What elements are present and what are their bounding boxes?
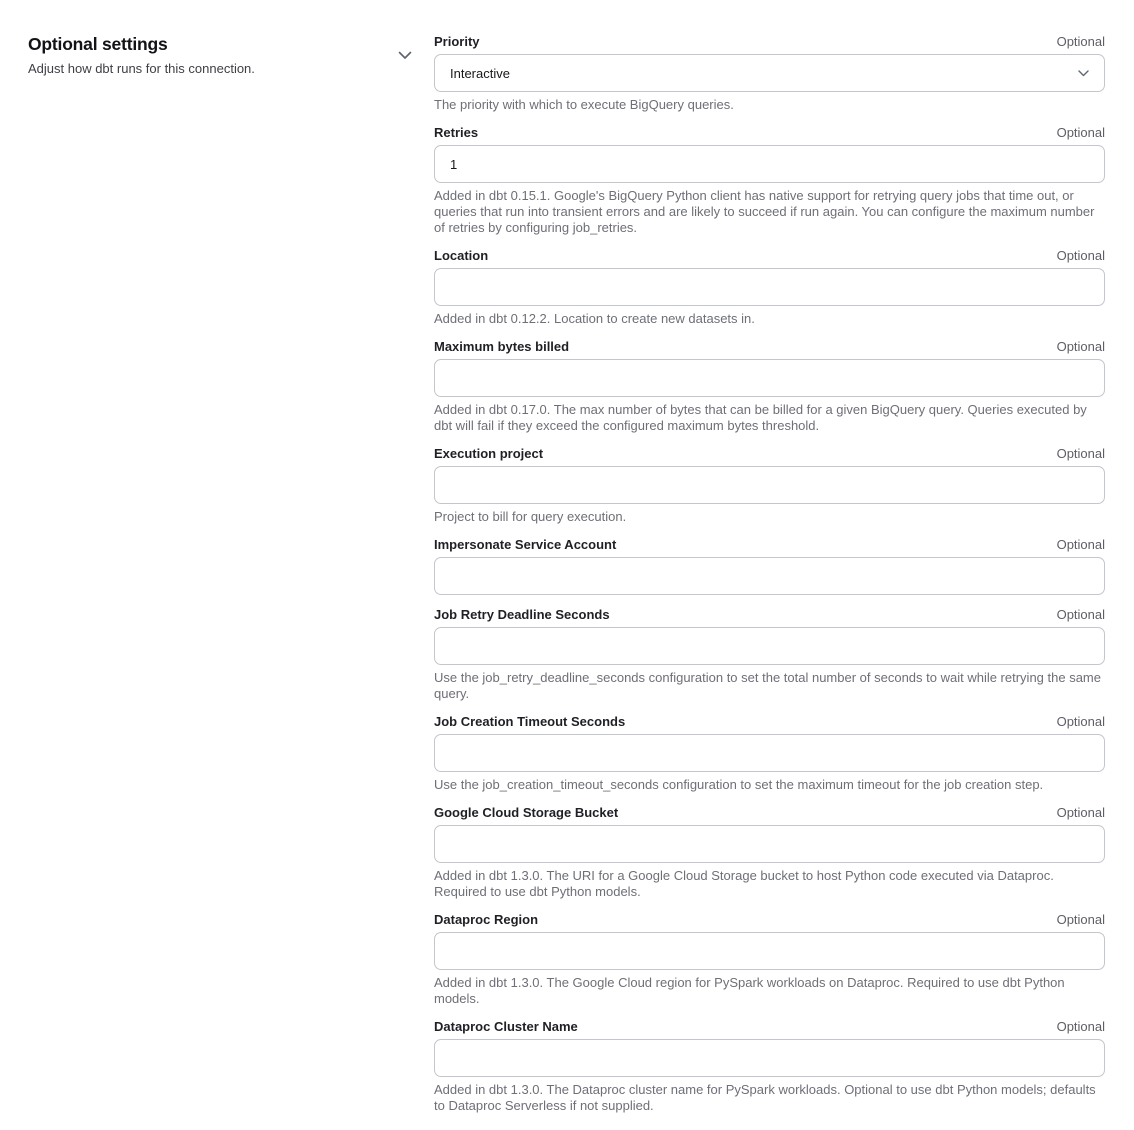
field-help-google-cloud-storage-bucket: Added in dbt 1.3.0. The URI for a Google Cloud Storage bucket to host Python code executed via Dataproc. Required to use dbt Python models. <box>434 868 1054 899</box>
settings-form <box>434 34 1105 1126</box>
field-label-job-retry-deadline-seconds: Job Retry Deadline Seconds <box>434 607 610 622</box>
job-retry-deadline-seconds-input[interactable] <box>434 627 1105 665</box>
execution-project-input[interactable] <box>434 466 1105 504</box>
field-help-job-retry-deadline-seconds: Use the job_retry_deadline_seconds configuration to set the total number of seconds to wait while retrying the same query. <box>434 670 1101 701</box>
optional-badge: Optional <box>1056 446 1105 461</box>
field-label-execution-project: Execution project <box>434 446 544 461</box>
optional-badge: Optional <box>1056 248 1105 263</box>
field-label-priority: Priority <box>434 34 480 49</box>
dataproc-region-input[interactable] <box>434 932 1105 970</box>
field-help-priority: The priority with which to execute BigQuery queries. <box>434 97 734 112</box>
section-title: Optional settings <box>28 34 168 54</box>
optional-badge: Optional <box>1056 912 1105 927</box>
field-header <box>434 912 1105 928</box>
optional-badge: Optional <box>1056 34 1105 49</box>
field-maximum-bytes-billed <box>434 339 1105 434</box>
location-input[interactable] <box>434 268 1105 306</box>
optional-badge: Optional <box>1056 339 1105 354</box>
field-header <box>434 34 1105 50</box>
field-header <box>434 248 1105 264</box>
optional-settings-header <box>28 34 368 77</box>
field-header <box>434 714 1105 730</box>
impersonate-service-account-input[interactable] <box>434 557 1105 595</box>
chevron-down-icon <box>398 51 412 60</box>
field-location <box>434 248 1105 327</box>
field-job-retry-deadline-seconds <box>434 607 1105 702</box>
optional-badge: Optional <box>1056 607 1105 622</box>
field-dataproc-region <box>434 912 1105 1007</box>
job-creation-timeout-seconds-input[interactable] <box>434 734 1105 772</box>
select-value: Interactive <box>450 65 510 81</box>
field-label-maximum-bytes-billed: Maximum bytes billed <box>434 339 570 354</box>
field-label-google-cloud-storage-bucket: Google Cloud Storage Bucket <box>434 805 619 820</box>
field-help-dataproc-region: Added in dbt 1.3.0. The Google Cloud region for PySpark workloads on Dataproc. Required to use dbt Python models. <box>434 975 1065 1006</box>
field-header <box>434 805 1105 821</box>
field-label-retries: Retries <box>434 125 479 140</box>
field-job-creation-timeout-seconds <box>434 714 1105 793</box>
field-header <box>434 537 1105 553</box>
priority-select[interactable] <box>434 54 1105 92</box>
field-label-dataproc-region: Dataproc Region <box>434 912 539 927</box>
field-dataproc-cluster-name <box>434 1019 1105 1114</box>
field-help-location: Added in dbt 0.12.2. Location to create new datasets in. <box>434 311 755 326</box>
field-help-dataproc-cluster-name: Added in dbt 1.3.0. The Dataproc cluster name for PySpark workloads. Optional to use dbt Python models; defaults to Dataproc Serverless if not supplied. <box>434 1082 1096 1113</box>
field-header <box>434 125 1105 141</box>
field-help-maximum-bytes-billed: Added in dbt 0.17.0. The max number of bytes that can be billed for a given BigQuery query. Queries executed by dbt will fail if they exceed the configured maximum bytes threshold. <box>434 402 1087 433</box>
section-subtitle: Adjust how dbt runs for this connection. <box>28 61 255 76</box>
field-label-location: Location <box>434 248 489 263</box>
retries-input[interactable] <box>434 145 1105 183</box>
field-google-cloud-storage-bucket <box>434 805 1105 900</box>
field-help-job-creation-timeout-seconds: Use the job_creation_timeout_seconds configuration to set the maximum timeout for the job creation step. <box>434 777 1044 792</box>
field-label-dataproc-cluster-name: Dataproc Cluster Name <box>434 1019 578 1034</box>
field-header <box>434 446 1105 462</box>
optional-badge: Optional <box>1056 125 1105 140</box>
field-help-retries: Added in dbt 0.15.1. Google's BigQuery Python client has native support for retrying query jobs that time out, or queries that run into transient errors and are likely to succeed if run again. You can configure the maximum number of retries by configuring job_retries. <box>434 188 1095 235</box>
field-header <box>434 339 1105 355</box>
section-collapse-toggle[interactable] <box>394 44 416 66</box>
field-header <box>434 1019 1105 1035</box>
google-cloud-storage-bucket-input[interactable] <box>434 825 1105 863</box>
optional-badge: Optional <box>1056 1019 1105 1034</box>
optional-badge: Optional <box>1056 805 1105 820</box>
field-retries <box>434 125 1105 236</box>
field-header <box>434 607 1105 623</box>
maximum-bytes-billed-input[interactable] <box>434 359 1105 397</box>
field-label-impersonate-service-account: Impersonate Service Account <box>434 537 617 552</box>
dataproc-cluster-name-input[interactable] <box>434 1039 1105 1077</box>
field-priority <box>434 34 1105 113</box>
chevron-down-icon <box>1078 70 1089 77</box>
field-help-execution-project: Project to bill for query execution. <box>434 509 627 524</box>
field-label-job-creation-timeout-seconds: Job Creation Timeout Seconds <box>434 714 626 729</box>
field-execution-project <box>434 446 1105 525</box>
optional-badge: Optional <box>1056 537 1105 552</box>
field-impersonate-service-account <box>434 537 1105 595</box>
optional-badge: Optional <box>1056 714 1105 729</box>
